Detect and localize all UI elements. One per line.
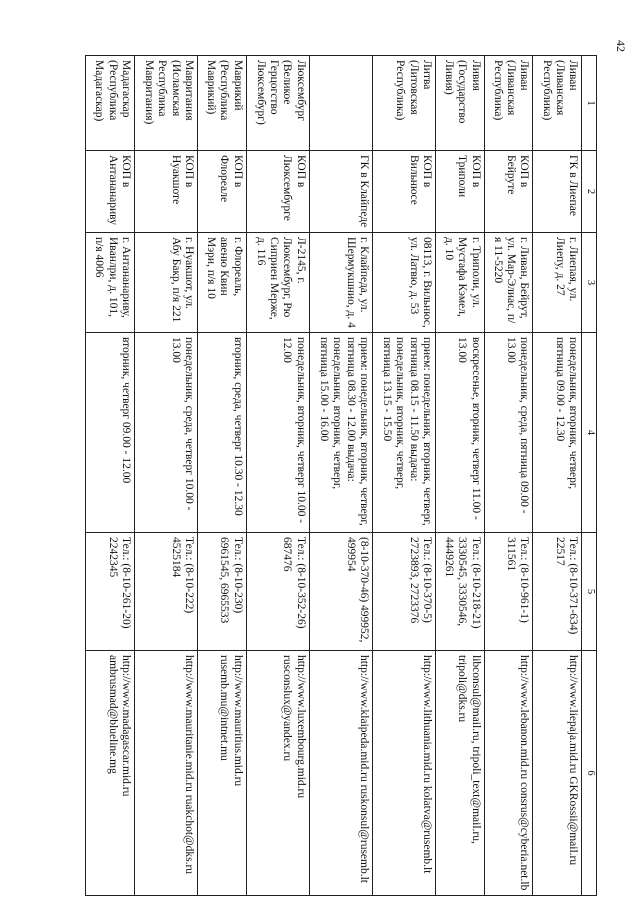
- phone-cell: Тел.: (8-10-222) 4525184: [134, 533, 197, 651]
- address-cell: г. Клайпеда, ул. Шермукшнио, д. 4: [309, 233, 372, 333]
- office-cell: КОП в Флореале: [197, 151, 246, 233]
- table-row: [86, 56, 135, 896]
- hours-cell: прием: понедельник, вторник, четверг, пятница 08.15 - 11.50 выдача: понедельник, вторник, четверг, пятница 13.15 - 15.50: [372, 333, 435, 533]
- address-cell: г. Лиепая, ул. Лиепу, д. 27: [533, 233, 582, 333]
- phone-cell: (8-10-370-46) 499952, 499954: [309, 533, 372, 651]
- office-cell: КОП в Люксембурге: [246, 151, 309, 233]
- country-cell: [309, 56, 372, 151]
- country-cell: Ливия (Государство Ливия): [435, 56, 484, 151]
- phone-cell: Тел.: (8-10-230) 6961545, 6965533: [197, 533, 246, 651]
- hours-cell: воскресенье, вторник, четверг 11.00 - 13.00: [435, 333, 484, 533]
- contacts-cell: libconsul@mail.ru, tripoli_text@mail.ru, tripoli@dks.ru: [435, 651, 484, 896]
- column-number: 1: [582, 56, 597, 151]
- contacts-cell: http://www.klaipeda.mid.ru ruskonsul@rusemb.lt: [309, 651, 372, 896]
- column-number: 5: [582, 533, 597, 651]
- table-row: [134, 56, 197, 896]
- office-cell: КОП в Вильнюсе: [372, 151, 435, 233]
- office-cell: КОП в Триполи: [435, 151, 484, 233]
- consular-offices-table-container: [85, 55, 597, 895]
- country-cell: Литва (Литовская Республика): [372, 56, 435, 151]
- hours-cell: понедельник, вторник, четверг, пятница 09.00 - 12.30: [533, 333, 582, 533]
- contacts-cell: http://www.mauritius.mid.ru rusemb.mu@intnet.mu: [197, 651, 246, 896]
- table-row: [309, 56, 372, 896]
- contacts-cell: http://www.madagascar.mid.ru ambrusmad@blueline.mg: [86, 651, 135, 896]
- office-cell: ГК в Лиепае: [533, 151, 582, 233]
- address-cell: г. Триполи, ул. Мустафа Кэмел, д. 10: [435, 233, 484, 333]
- address-cell: г. Нуакшот, ул. Абу Бакр, п/я 221: [134, 233, 197, 333]
- table-row: [197, 56, 246, 896]
- table-row: [484, 56, 533, 896]
- table-row: [435, 56, 484, 896]
- address-cell: г. Ливан, Бейрут, ул. Мар-Элиас, п/я 11-5220: [484, 233, 533, 333]
- contacts-cell: http://www.luxembourg.mid.ru rusconslux@yandex.ru: [246, 651, 309, 896]
- table-row: [533, 56, 582, 896]
- contacts-cell: http://www.lithuania.mid.ru kolatva@rusemb.lt: [372, 651, 435, 896]
- phone-cell: Тел.: (8-10-261-20) 2242345: [86, 533, 135, 651]
- hours-cell: прием: понедельник, вторник, четверг, пятница 08.30 - 12.00 выдача: понедельник, вторник, четверг, пятница 15.00 - 16.00: [309, 333, 372, 533]
- country-cell: Ливан (Ливанская Республика): [484, 56, 533, 151]
- country-cell: Люксембург (Великое Герцогство Люксембург): [246, 56, 309, 151]
- phone-cell: Тел.: (8-10-371-634) 22517: [533, 533, 582, 651]
- phone-cell: Тел.: (8-10-218-21) 3330545, 3330546, 4449261: [435, 533, 484, 651]
- column-number: 3: [582, 233, 597, 333]
- address-cell: г. Флореаль, авеню Квин Мэри, п/я 10: [197, 233, 246, 333]
- page-number: 42: [614, 40, 628, 52]
- address-cell: Л-2145, г. Люксембург, Рю Сиприен Мерже, д. 116: [246, 233, 309, 333]
- table-row: [246, 56, 309, 896]
- country-cell: Мавритания (Исламская Республика Мавритания): [134, 56, 197, 151]
- column-number: 2: [582, 151, 597, 233]
- phone-cell: Тел.: (8-10-961-1) 311561: [484, 533, 533, 651]
- country-cell: Ливан (Ливанская Республика): [533, 56, 582, 151]
- address-cell: г. Антананариву, Иванлри, д. 101, п/я 4006: [86, 233, 135, 333]
- office-cell: КОП в Бейруте: [484, 151, 533, 233]
- hours-cell: понедельник, среда, четверг 10.00 - 13.00: [134, 333, 197, 533]
- consular-offices-table: [85, 55, 597, 896]
- phone-cell: Тел.: (8-10-352-26) 687476: [246, 533, 309, 651]
- table-row: [372, 56, 435, 896]
- office-cell: КОП в Нуакшоте: [134, 151, 197, 233]
- country-cell: Маврикий (Республика Маврикий): [197, 56, 246, 151]
- office-cell: КОП в Антананариву: [86, 151, 135, 233]
- column-number-row: [582, 56, 597, 896]
- contacts-cell: http://www.lebanon.mid.ru consrus@cyberia.net.lb: [484, 651, 533, 896]
- hours-cell: понедельник, вторник, четверг 10.00 - 12.00: [246, 333, 309, 533]
- country-cell: Мадагаскар (Республика Мадагаскар): [86, 56, 135, 151]
- hours-cell: понедельник, среда, пятница 09.00 - 13.00: [484, 333, 533, 533]
- column-number: 6: [582, 651, 597, 896]
- column-number: 4: [582, 333, 597, 533]
- hours-cell: вторник, четверг 09.00 - 12.00: [86, 333, 135, 533]
- address-cell: 08113, г. Вильнюс, ул. Латвю, д. 53: [372, 233, 435, 333]
- contacts-cell: http://www.mauritanie.mid.ru ruakchot@dks.ru: [134, 651, 197, 896]
- hours-cell: вторник, среда, четверг 10.30 - 12.30: [197, 333, 246, 533]
- phone-cell: Тел.: (8-10-370-5) 2723893, 2723376: [372, 533, 435, 651]
- contacts-cell: http://www.liepaja.mid.ru GKRossii@mail.ru: [533, 651, 582, 896]
- office-cell: ГК в Клайпеде: [309, 151, 372, 233]
